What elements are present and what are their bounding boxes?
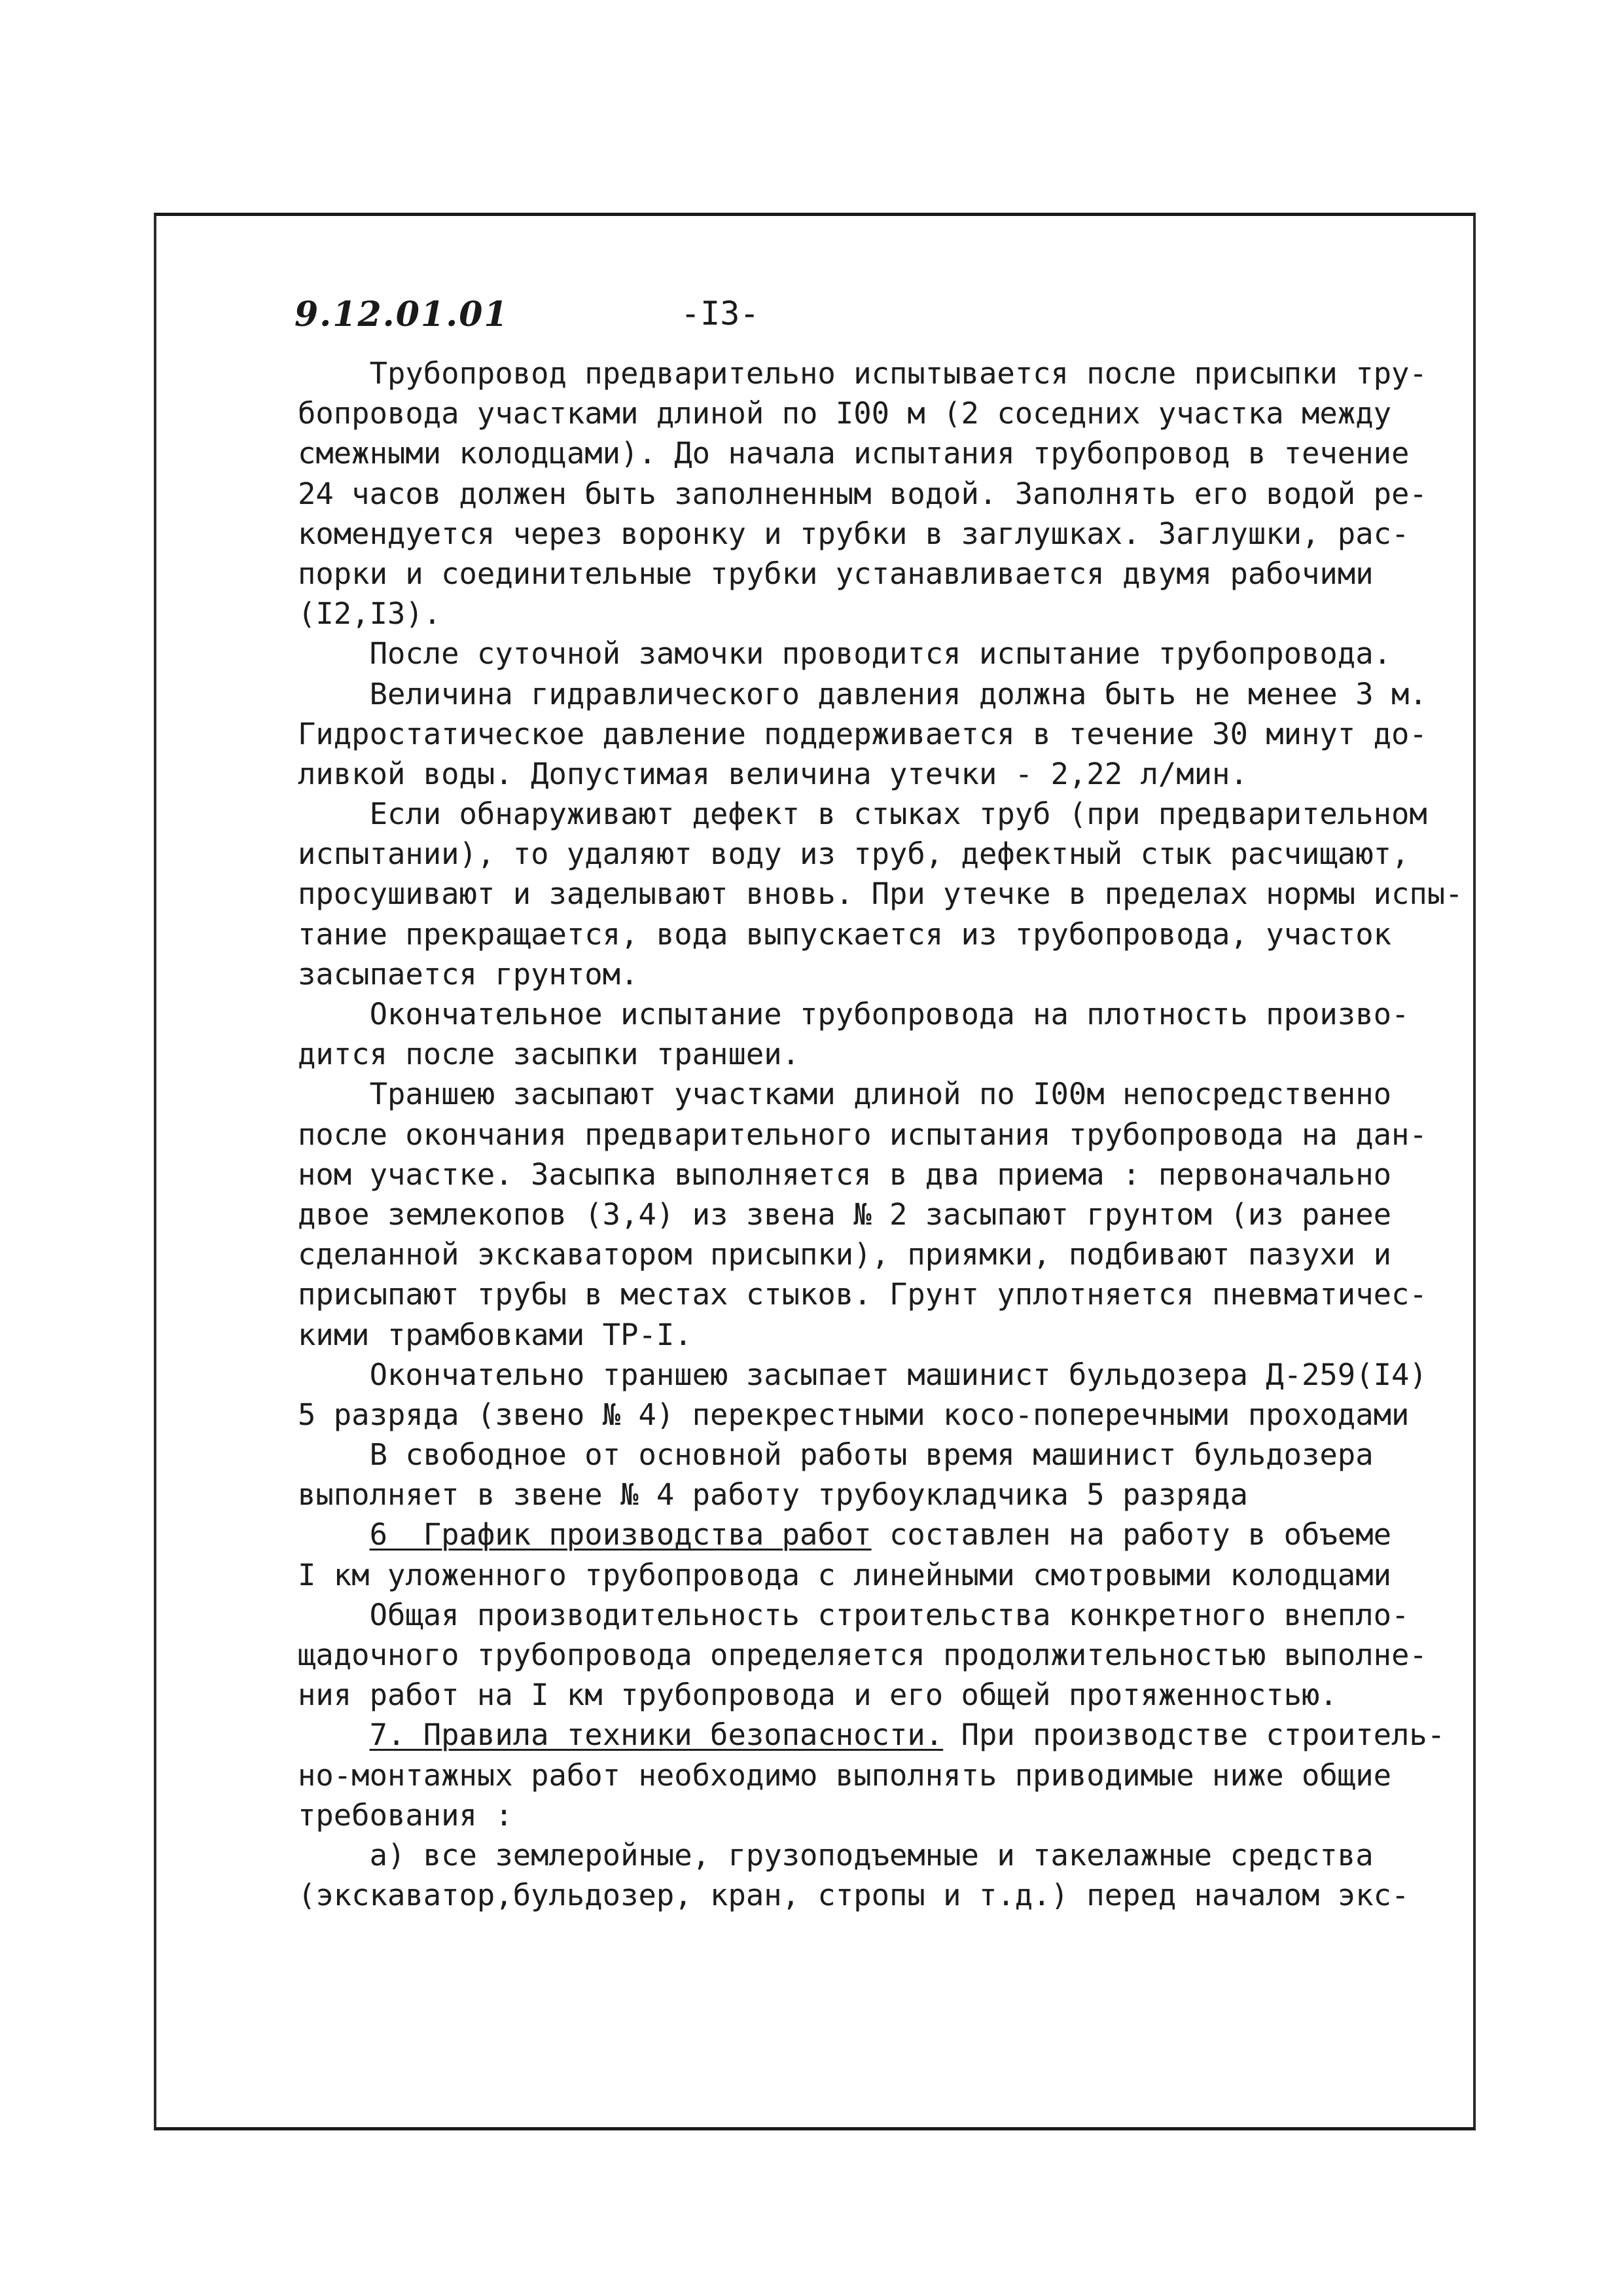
text-line: смежными колодцами). До начала испытания трубопровод в течение xyxy=(298,436,1410,471)
text-line: Общая производительность строительства конкретного внепло- xyxy=(298,1597,1410,1632)
text-line: Трубопровод предварительно испытывается после присыпки тру- xyxy=(298,356,1427,391)
text-line: После суточной замочки проводится испытание трубопровода. xyxy=(298,636,1391,672)
text-line: ливкой воды. Допустимая величина утечки - 2,22 л/мин. xyxy=(298,756,1248,791)
text-line: бопровода участками длиной по I00 м (2 соседних участка между xyxy=(298,396,1391,431)
text-line: I км уложенного трубопровода с линейными смотровыми колодцами xyxy=(298,1557,1391,1592)
text-line: Траншею засыпают участками длиной по I00м непосредственно xyxy=(298,1077,1391,1112)
text-line: но-монтажных работ необходимо выполнять приводимые ниже общие xyxy=(298,1757,1391,1793)
text-line: требования : xyxy=(298,1797,513,1833)
text-line: 5 разряда (звено № 4) перекрестными косо-поперечными проходами xyxy=(298,1397,1410,1432)
body-text xyxy=(298,353,1463,1915)
section-6-heading-line: 6 График производства работ составлен на работу в объеме xyxy=(369,1517,1391,1552)
text-line: В свободное от основной работы время машинист бульдозера xyxy=(298,1437,1374,1473)
text-line: испытании), то удаляют воду из труб, дефектный стык расчищают, xyxy=(298,836,1410,872)
text-line: после окончания предварительного испытания трубопровода на дан- xyxy=(298,1117,1427,1152)
text-line: тание прекращается, вода выпускается из трубопровода, участок xyxy=(298,916,1391,952)
text-line: щадочного трубопровода определяется продолжительностью выполне- xyxy=(298,1638,1427,1672)
text-line: а) все землеройные, грузоподъемные и такелажные средства xyxy=(298,1837,1374,1873)
text-line: (экскаватор,бульдозер, кран, стропы и т.д.) перед началом экс- xyxy=(298,1878,1410,1913)
text-line: двое землекопов (3,4) из звена № 2 засыпают грунтом (из ранее xyxy=(298,1196,1391,1232)
text-line: Гидростатическое давление поддерживается в течение 30 минут до- xyxy=(298,716,1427,751)
underlined-heading: 7. Правила техники безопасности. xyxy=(369,1717,944,1753)
text-line: ния работ на I км трубопровода и его общей протяженностью. xyxy=(298,1677,1338,1713)
text-line: порки и соединительные трубки устанавливается двумя рабочими xyxy=(298,556,1374,591)
text-line: комендуется через воронку и трубки в заглушках. Заглушки, рас- xyxy=(298,516,1410,551)
underlined-heading: 6 График производства работ xyxy=(369,1517,872,1552)
text-line: Величина гидравлического давления должна быть не менее 3 м. xyxy=(298,676,1427,711)
text-line: Окончательно траншею засыпает машинист бульдозера Д-259(I4) xyxy=(298,1357,1427,1392)
text-line: 24 часов должен быть заполненным водой. Заполнять его водой ре- xyxy=(298,476,1427,511)
section-7-heading-line: 7. Правила техники безопасности. При производстве строитель- xyxy=(369,1717,1446,1753)
text-line: кими трамбовками ТР-I. xyxy=(298,1317,692,1352)
text-line: присыпают трубы в местах стыков. Грунт уплотняется пневматичес- xyxy=(298,1277,1427,1312)
text-line: выполняет в звене № 4 работу трубоукладчика 5 разряда xyxy=(298,1477,1248,1513)
text-line: (I2,I3). xyxy=(298,596,442,632)
document-code: 9.12.01.01 xyxy=(294,295,509,334)
text-line: засыпается грунтом. xyxy=(298,956,639,992)
text-line: сделанной экскаватором присыпки), приямки, подбивают пазухи и xyxy=(298,1237,1391,1272)
text-line: дится после засыпки траншеи. xyxy=(298,1037,800,1072)
text-line: просушивают и заделывают вновь. При утечке в пределах нормы испы- xyxy=(298,876,1463,912)
page-number: -I3- xyxy=(681,295,760,332)
text-line: ном участке. Засыпка выполняется в два приема : первоначально xyxy=(298,1157,1391,1192)
text-line: Если обнаруживают дефект в стыках труб (при предварительном xyxy=(298,797,1427,832)
text-line: Окончательное испытание трубопровода на плотность произво- xyxy=(298,997,1410,1031)
